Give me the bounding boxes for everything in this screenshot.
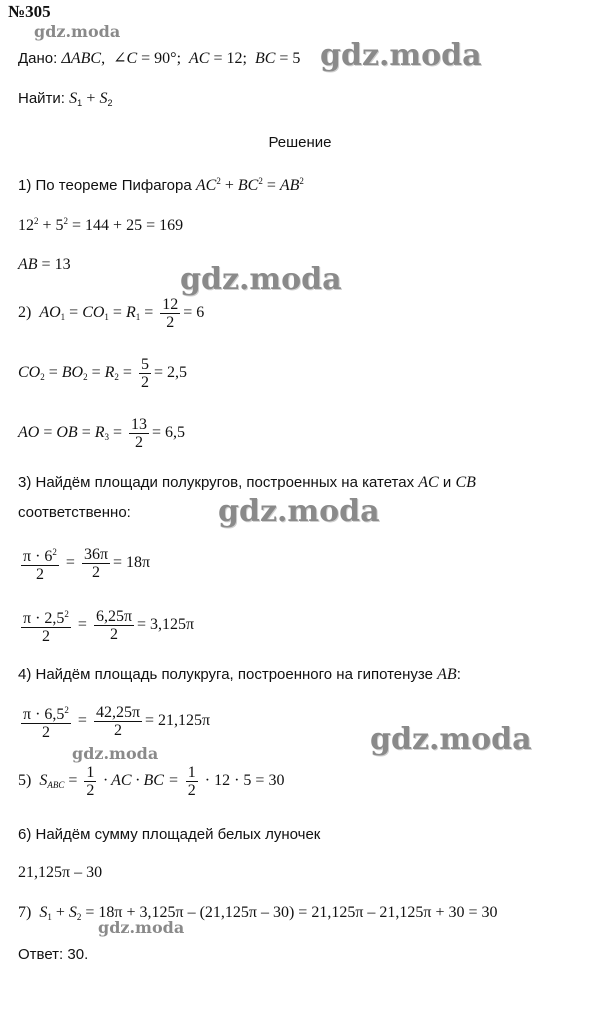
step-3-cont: соответственно: [18, 504, 131, 521]
fraction: $\frac{42,25\pi}{2}$ [95, 704, 141, 739]
fraction: $\frac{1}{2}$ [187, 764, 196, 799]
fraction: $\frac{12}{2}$ [162, 296, 179, 331]
watermark: gdz.moda [34, 22, 121, 41]
step-7: 7) $S_1 + S_2 = 18\pi + 3,125\pi - (21,125\pi - 30) = 21,125\pi - 21,125\pi + 30 = 30$ [18, 904, 498, 922]
fraction: $\frac{6,25\pi}{2}$ [95, 608, 133, 643]
step-4: 4) Найдём площадь полукруга, построенного на гипотенузе AB: [18, 666, 461, 683]
given-label: Дано: [18, 50, 58, 67]
watermark: gdz.moda [72, 744, 159, 763]
step-6: 6) Найдём сумму площадей белых луночек [18, 826, 321, 843]
watermark: gdz.moda [180, 262, 342, 297]
fraction: $\frac{5}{2}$ [140, 356, 149, 391]
step-6-expr: 21,125π – 30 [18, 864, 103, 881]
step-2b: $CO_2 = BO_2 = R_2$ = $\frac{5}{2}$ = 2,5 [18, 356, 187, 391]
step-1-result: AB = 13 [18, 256, 71, 273]
answer: Ответ: 30. [18, 946, 89, 963]
fraction: $\frac{\pi \cdot 6,5^2}{2}$ [21, 702, 71, 741]
step-1-calc: $12^2 + 5^2 = 144 + 25 = 169$ [18, 216, 184, 234]
step-5: 5) $S_{ABC}$ = $\frac{1}{2}$ · AC · BC = $\frac{1}{2}$ · 12 · 5 = 30 [18, 764, 285, 799]
watermark: gdz.moda [98, 918, 185, 937]
step-3-eq2: $\frac{\pi \cdot 2,5^2}{2}$ = $\frac{6,25\pi}{2}$ = 3,125π [23, 608, 195, 645]
find-line: Найти: $S_1 + S_2$ [18, 90, 113, 108]
step-3-eq1: $\frac{\pi \cdot 6^2}{2}$ = $\frac{36\pi}{2}$ = 18π [23, 546, 151, 583]
step-2c: AO = OB = $R_3$ = $\frac{13}{2}$ = 6,5 [18, 416, 186, 451]
given-line: Дано: ΔABC, ∠C = 90°; AC = 12; BC = 5 [18, 50, 301, 67]
watermark: gdz.moda [370, 722, 532, 757]
problem-number: №305 [8, 2, 51, 21]
watermark: gdz.moda [218, 494, 380, 529]
step-2a: 2) $AO_1 = CO_1 = R_1$ = $\frac{12}{2}$ = 6 [18, 296, 205, 331]
fraction: $\frac{13}{2}$ [131, 416, 148, 451]
solution-heading: Решение [268, 134, 332, 151]
watermark: gdz.moda [320, 38, 482, 73]
triangle-name: ΔABC [61, 50, 102, 67]
step-4-eq: $\frac{\pi \cdot 6,5^2}{2}$ = $\frac{42,25\pi}{2}$ = 21,125π [23, 704, 211, 741]
angle-icon: ∠ [113, 50, 127, 67]
fraction: $\frac{1}{2}$ [86, 764, 95, 799]
step-3: 3) Найдём площади полукругов, построенных на катетах AC и CB [18, 474, 476, 491]
fraction: $\frac{\pi \cdot 2,5^2}{2}$ [21, 606, 71, 645]
fraction: $\frac{\pi \cdot 6^2}{2}$ [21, 544, 59, 583]
step-1: 1) По теореме Пифагора $AC^2 + BC^2 = AB^2$ [18, 176, 304, 194]
fraction: $\frac{36\pi}{2}$ [83, 546, 109, 581]
